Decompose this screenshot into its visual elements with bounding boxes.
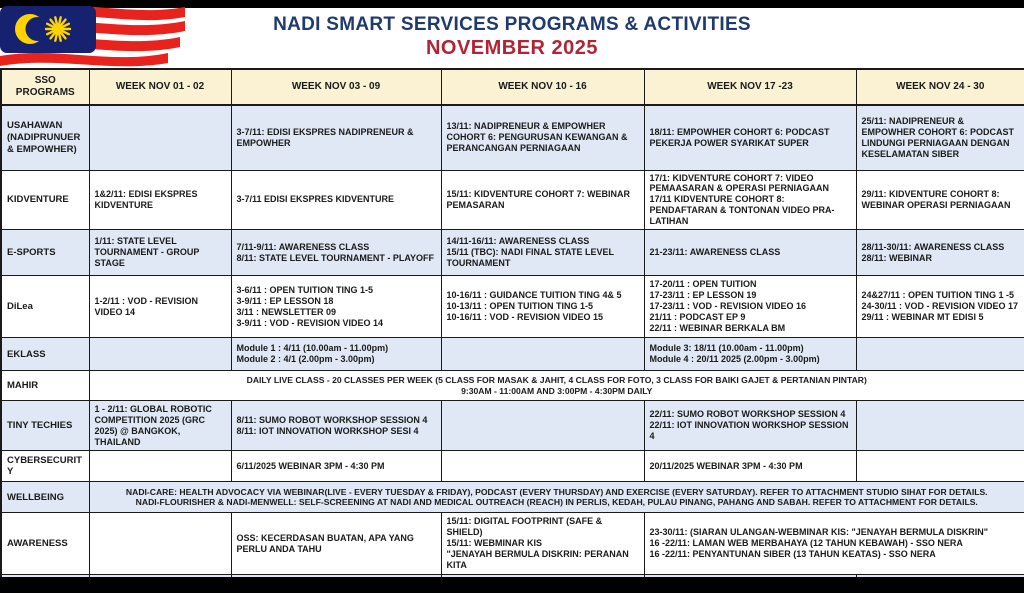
programs-table — [0, 68, 1024, 593]
schedule-cell: 18/11: EMPOWHER COHORT 6: PODCAST PEKERJA POWER SYARIKAT SUPER — [644, 105, 856, 170]
schedule-cell: 20/11/2025 WEBINAR 3PM - 4:30 PM — [644, 451, 856, 482]
program-label: DiLea — [1, 276, 89, 338]
program-label: AWARENESS — [1, 513, 89, 575]
bottom-black-bar — [0, 577, 1024, 593]
schedule-cell: 13/11: NADIPRENEUR & EMPOWHER COHORT 6: PENGURUSAN KEWANGAN & PERANCANGAN PERNIAGAAN — [441, 105, 644, 170]
schedule-cell — [89, 451, 231, 482]
schedule-cell: 17-20/11 : OPEN TUITION 17-23/11 : EP LESSON 19 17-23/11 : VOD - REVISION VIDEO 16 21/11 : PODCAST EP 9 22/11 : WEBINAR BERKALA BM — [644, 276, 856, 338]
schedule-cell: 15/11: KIDVENTURE COHORT 7: WEBINAR PEMASARAN — [441, 170, 644, 230]
schedule-cell: 1-2/11 : VOD - REVISION VIDEO 14 — [89, 276, 231, 338]
table-row — [1, 451, 1024, 482]
schedule-cell: 14/11-16/11: AWARENESS CLASS 15/11 (TBC): NADI FINAL STATE LEVEL TOURNAMENT — [441, 230, 644, 276]
schedule-cell: 1/11: STATE LEVEL TOURNAMENT - GROUP STAGE — [89, 230, 231, 276]
table-row — [1, 170, 1024, 230]
schedule-cell: 1&2/11: EDISI EKSPRES KIDVENTURE — [89, 170, 231, 230]
schedule-cell: 8/11: SUMO ROBOT WORKSHOP SESSION 4 8/11: IOT INNOVATION WORKSHOP SESI 4 — [231, 401, 441, 451]
page-title: NADI SMART SERVICES PROGRAMS & ACTIVITIES — [273, 14, 751, 35]
schedule-cell: OSS: KECERDASAN BUATAN, APA YANG PERLU ANDA TAHU — [231, 513, 441, 575]
column-header-week-5: WEEK NOV 24 - 30 — [856, 69, 1024, 105]
schedule-cell: NADI-CARE: HEALTH ADVOCACY VIA WEBINAR(LIVE - EVERY TUESDAY & FRIDAY), PODCAST (EVERY THURSDAY) AND EXERCISE (EVERY SATURDAY). REFER TO ATTACHMENT STUDIO SIHAT FOR DETAILS. NADI-FLOURISHER & NADI-MENWELL: SELF-SCREENING AT NADI AND MEDICAL OUTREACH (REACH) IN PERLIS, KEDAH, PULAU PINANG, PAHANG AND SABAH. REFER TO ATTACHMENT FOR DETAILS. — [89, 482, 1024, 513]
schedule-cell: 6/11/2025 WEBINAR 3PM - 4:30 PM — [231, 451, 441, 482]
column-header-programs: SSO PROGRAMS — [1, 69, 89, 105]
schedule-cell: DAILY LIVE CLASS - 20 CLASSES PER WEEK (5 CLASS FOR MASAK & JAHIT, 4 CLASS FOR FOTO, 3 CLASS FOR BAIKI GAJET & PERTANIAN PINTAR) 9:30AM - 11:00AM AND 3:00PM - 4:30PM DAILY — [89, 371, 1024, 401]
table-header-row — [1, 69, 1024, 105]
table-row — [1, 371, 1024, 401]
schedule-cell: 3-6/11 : OPEN TUITION TING 1-5 3-9/11 : EP LESSON 18 3/11 : NEWSLETTER 09 3-9/11 : VOD - REVISION VIDEO 14 — [231, 276, 441, 338]
column-header-week-2: WEEK NOV 03 - 09 — [231, 69, 441, 105]
schedule-cell: 15/11: DIGITAL FOOTPRINT (SAFE & SHIELD) 15/11: WEBMINAR KIS "JENAYAH BERMULA DISKRIN: PERANAN KITA — [441, 513, 644, 575]
table-row — [1, 105, 1024, 170]
schedule-cell — [89, 105, 231, 170]
schedule-cell — [856, 338, 1024, 371]
schedule-cell: Module 1 : 4/11 (10.00am - 11.00pm) Module 2 : 4/1 (2.00pm - 3.00pm) — [231, 338, 441, 371]
schedule-cell — [856, 401, 1024, 451]
schedule-cell: 3-7/11 EDISI EKSPRES KIDVENTURE — [231, 170, 441, 230]
program-label: CYBERSECURITY — [1, 451, 89, 482]
program-label: USAHAWAN (NADIPRUNUER & EMPOWHER) — [1, 105, 89, 170]
title-band — [0, 8, 1024, 68]
schedule-cell: 28/11-30/11: AWARENESS CLASS 28/11: WEBINAR — [856, 230, 1024, 276]
program-label: MAHIR — [1, 371, 89, 401]
column-header-week-3: WEEK NOV 10 - 16 — [441, 69, 644, 105]
page-subtitle: NOVEMBER 2025 — [425, 37, 599, 59]
schedule-cell: 7/11-9/11: AWARENESS CLASS 8/11: STATE LEVEL TOURNAMENT - PLAYOFF — [231, 230, 441, 276]
schedule-cell — [856, 451, 1024, 482]
table-row — [1, 401, 1024, 451]
column-header-week-4: WEEK NOV 17 -23 — [644, 69, 856, 105]
program-label: TINY TECHIES — [1, 401, 89, 451]
malaysia-flag-icon — [0, 6, 185, 72]
schedule-cell: 22/11: SUMO ROBOT WORKSHOP SESSION 4 22/11: IOT INNOVATION WORKSHOP SESSION 4 — [644, 401, 856, 451]
schedule-cell: 25/11: NADIPRENEUR & EMPOWHER COHORT 6: PODCAST LINDUNGI PERNIAGAAN DENGAN KESELAMATAN SIBER — [856, 105, 1024, 170]
schedule-cell: 17/1: KIDVENTURE COHORT 7: VIDEO PEMAASARAN & OPERASI PERNIAGAAN 17/11 KIDVENTURE COHORT 8: PENDAFTARAN & TONTONAN VIDEO PRA-LATIHAN — [644, 170, 856, 230]
program-label: KIDVENTURE — [1, 170, 89, 230]
schedule-cell: 3-7/11: EDISI EKSPRES NADIPRENEUR & EMPOWHER — [231, 105, 441, 170]
schedule-cell: 21-23/11: AWARENESS CLASS — [644, 230, 856, 276]
schedule-cell — [441, 401, 644, 451]
column-header-week-1: WEEK NOV 01 - 02 — [89, 69, 231, 105]
schedule-cell — [89, 513, 231, 575]
program-label: EKLASS — [1, 338, 89, 371]
table-row — [1, 513, 1024, 575]
table-row — [1, 482, 1024, 513]
program-label: E-SPORTS — [1, 230, 89, 276]
schedule-cell: 10-16/11 : GUIDANCE TUITION TING 4& 5 10-13/11 : OPEN TUITION TING 1-5 10-16/11 : VOD - REVISION VIDEO 15 — [441, 276, 644, 338]
schedule-cell: 1 - 2/11: GLOBAL ROBOTIC COMPETITION 2025 (GRC 2025) @ BANGKOK, THAILAND — [89, 401, 231, 451]
schedule-cell — [441, 338, 644, 371]
table-row — [1, 338, 1024, 371]
schedule-cell — [89, 338, 231, 371]
schedule-cell: 24&27/11 : OPEN TUITION TING 1 -5 24-30/11 : VOD - REVISION VIDEO 17 29/11 : WEBINAR MT EDISI 5 — [856, 276, 1024, 338]
program-label: WELLBEING — [1, 482, 89, 513]
schedule-cell: 23-30/11: (SIARAN ULANGAN-WEBMINAR KIS: "JENAYAH BERMULA DISKRIN" 16 -22/11: LAMAN WEB MERBAHAYA (12 TAHUN KEBAWAH) - SSO NERA 16 -22/11: PENYANTUNAN SIBER (13 TAHUN KEATAS) - SSO NERA — [644, 513, 1024, 575]
schedule-cell: 29/11: KIDVENTURE COHORT 8: WEBINAR OPERASI PERNIAGAAN — [856, 170, 1024, 230]
schedule-cell — [441, 451, 644, 482]
table-row — [1, 230, 1024, 276]
table-row — [1, 276, 1024, 338]
schedule-cell: Module 3: 18/11 (10.00am - 11.00pm) Module 4 : 20/11 2025 (2.00pm - 3.00pm) — [644, 338, 856, 371]
